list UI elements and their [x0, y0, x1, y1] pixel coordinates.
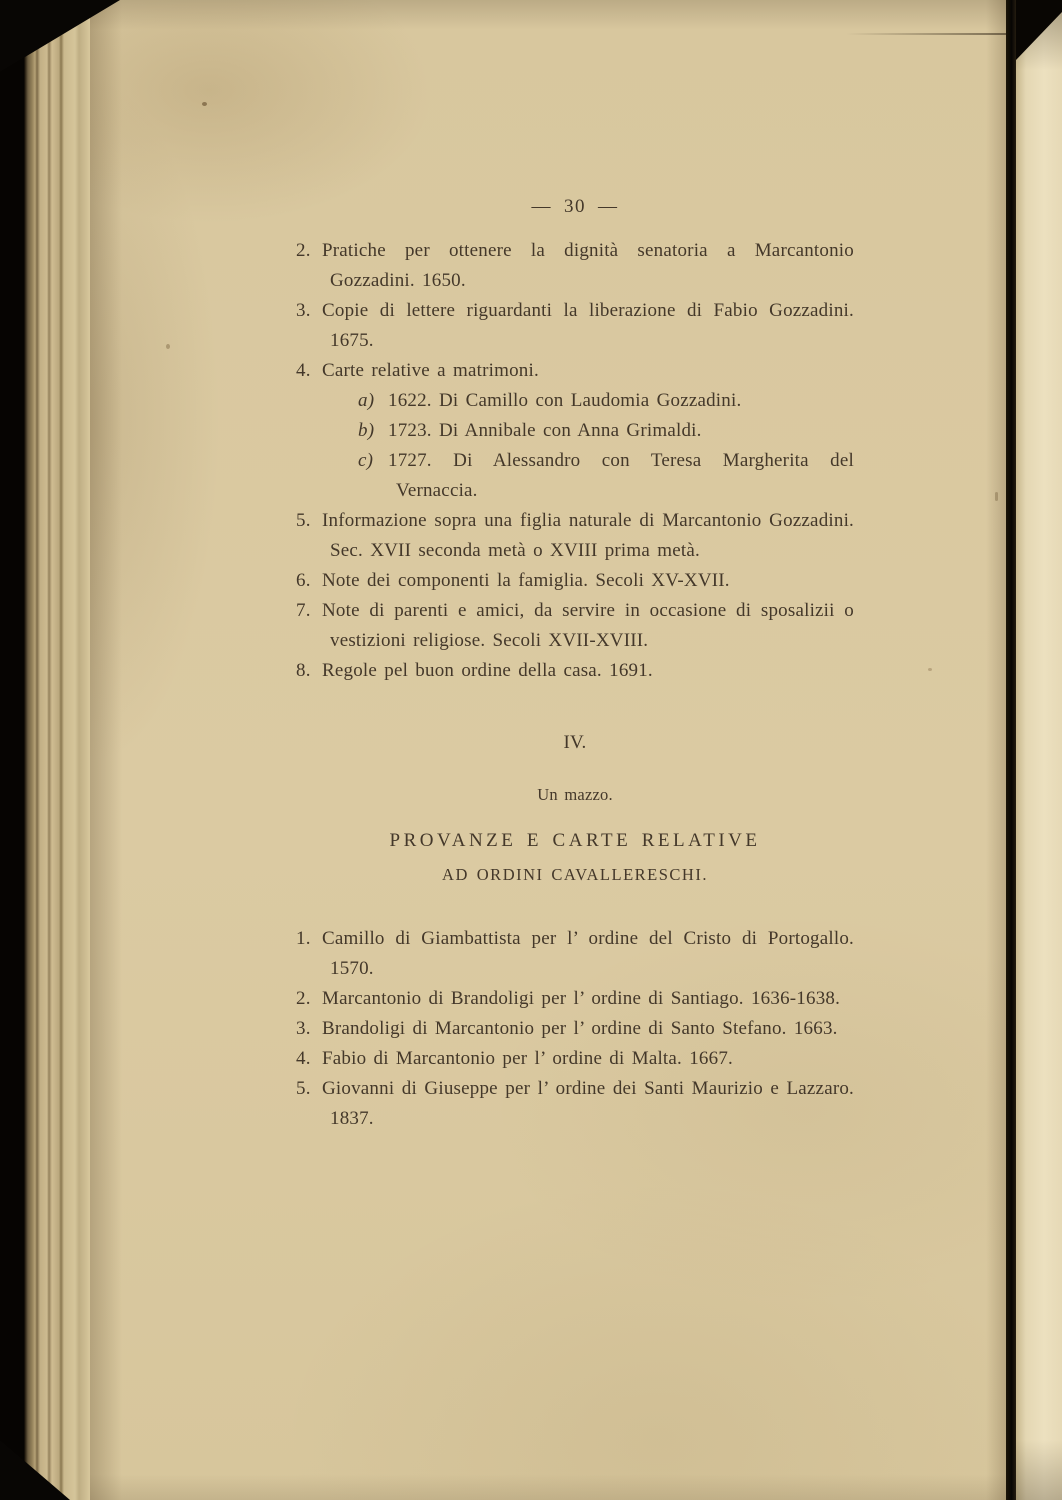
bundle-note: Un mazzo.: [537, 785, 613, 804]
page-number: — 30 —: [531, 196, 619, 217]
item-text: Pratiche per ottenere la dignità senatoria a Marcantonio Gozzadini. 1650.: [322, 240, 854, 291]
item-number: 6.: [296, 570, 311, 591]
section-numeral: IV.: [563, 732, 587, 753]
item-text: Giovanni di Giuseppe per l’ ordine dei Santi Maurizio e Lazzaro. 1837.: [322, 1078, 854, 1129]
list-item: [296, 1044, 854, 1074]
list-item: [296, 356, 854, 386]
paper-speck: [928, 668, 932, 671]
item-number: 8.: [296, 660, 311, 681]
item-letter: a): [358, 390, 375, 411]
item-number: 5.: [296, 1078, 311, 1099]
item-text: 1723. Di Annibale con Anna Grimaldi.: [388, 420, 702, 441]
top-edge-line: [846, 33, 1006, 35]
item-text: Fabio di Marcantonio per l’ ordine di Malta. 1667.: [322, 1048, 733, 1069]
item-text: Marcantonio di Brandoligi per l’ ordine di Santiago. 1636-1638.: [322, 988, 841, 1009]
item-number: 1.: [296, 928, 311, 949]
section-subtitle: AD ORDINI CAVALLERESCHI.: [442, 865, 708, 884]
item-number: 3.: [296, 300, 311, 321]
item-text: Copie di lettere riguardanti la liberazione di Fabio Gozzadini. 1675.: [322, 300, 854, 351]
item-number: 7.: [296, 600, 311, 621]
list-item: [296, 656, 854, 686]
archive-list-iv: [296, 924, 854, 1134]
item-number: 2.: [296, 240, 311, 261]
item-text: 1622. Di Camillo con Laudomia Gozzadini.: [388, 390, 742, 411]
list-item: [296, 924, 854, 984]
list-item: [296, 236, 854, 296]
item-text: Brandoligi di Marcantonio per l’ ordine di Santo Stefano. 1663.: [322, 1018, 838, 1039]
item-number: 2.: [296, 988, 311, 1009]
list-item: [296, 596, 854, 656]
item-text: Note dei componenti la famiglia. Secoli XV-XVII.: [322, 570, 730, 591]
item-text: Regole pel buon ordine della casa. 1691.: [322, 660, 653, 681]
list-subitem: [358, 446, 854, 506]
list-item: [296, 984, 854, 1014]
list-item: [296, 506, 854, 566]
item-text: Camillo di Giambattista per l’ ordine del Cristo di Portogallo. 1570.: [322, 928, 854, 979]
list-item: [296, 296, 854, 356]
list-subitem: [358, 386, 854, 416]
right-page-edge: [1016, 0, 1062, 1500]
item-text: 1727. Di Alessandro con Teresa Margherita del Vernaccia.: [388, 450, 854, 501]
item-number: 4.: [296, 360, 311, 381]
page-gutter: [1006, 0, 1016, 1500]
book-page: [90, 0, 1006, 1500]
archive-list-iii: [296, 236, 854, 686]
item-text: Note di parenti e amici, da servire in occasione di sposalizii o vestizioni religiose. Secoli XVII-XVIII.: [322, 600, 854, 651]
list-item: [296, 1074, 854, 1134]
page-content: [296, 0, 854, 1134]
left-page-edges: [0, 0, 90, 1500]
paper-speck: [202, 102, 207, 106]
paper-speck: [995, 492, 998, 501]
item-letter: b): [358, 420, 375, 441]
item-letter: c): [358, 450, 374, 471]
paper-speck: [166, 344, 170, 349]
item-number: 4.: [296, 1048, 311, 1069]
list-subitem: [358, 416, 854, 446]
item-text: Carte relative a matrimoni.: [322, 360, 539, 381]
list-item: [296, 566, 854, 596]
item-text: Informazione sopra una figlia naturale di Marcantonio Gozzadini. Sec. XVII seconda metà o XVIII prima metà.: [322, 510, 854, 561]
item-number: 5.: [296, 510, 311, 531]
section-title: PROVANZE E CARTE RELATIVE: [389, 830, 761, 851]
list-item: [296, 1014, 854, 1044]
item-number: 3.: [296, 1018, 311, 1039]
